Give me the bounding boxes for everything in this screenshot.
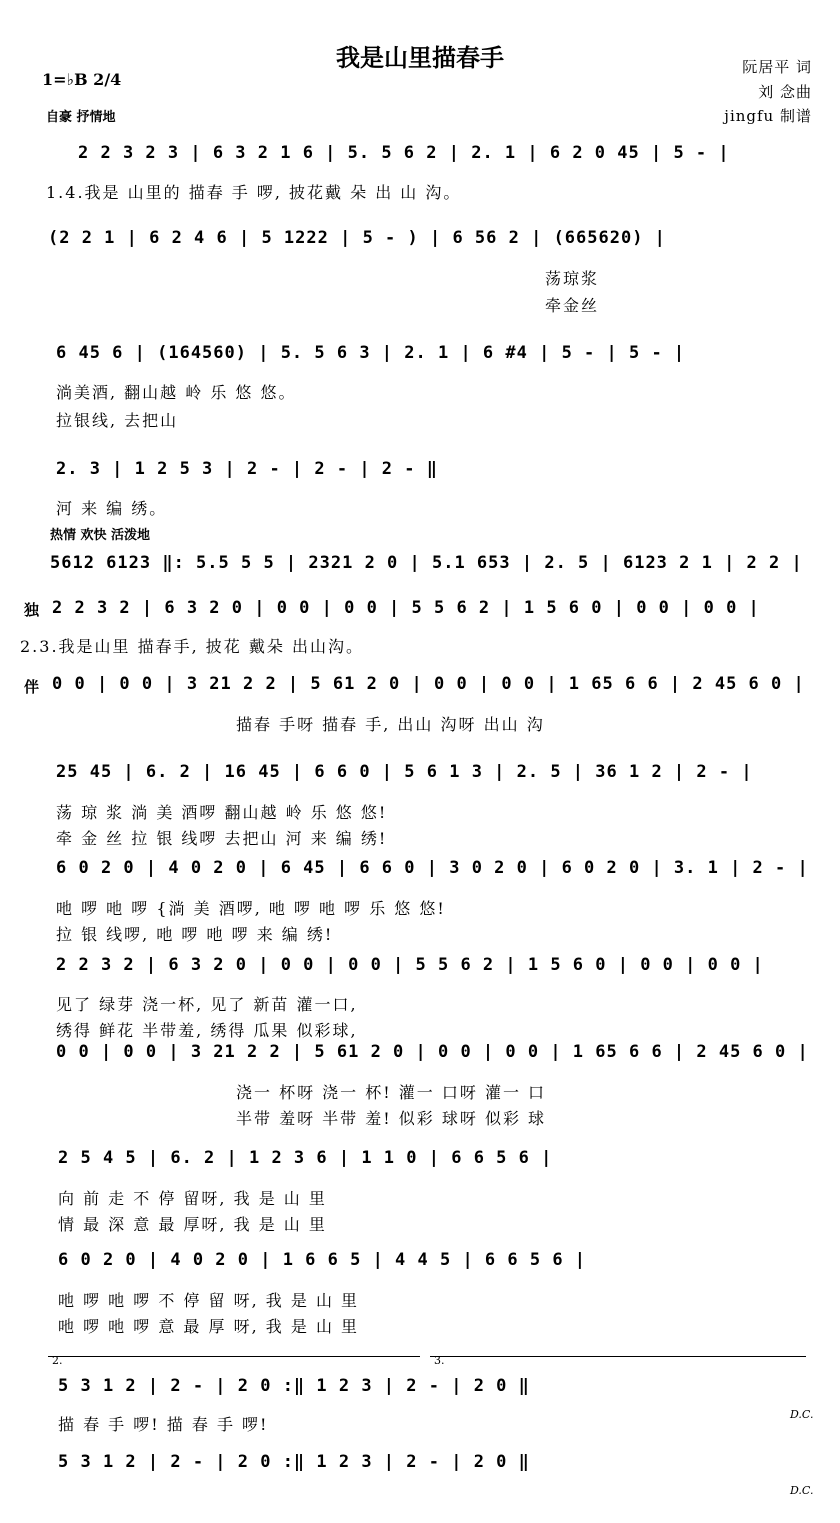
system-15-notes: 5 3 1 2 | 2 - | 2 0 :‖ 1 2 3 | 2 - | 2 0 ‖ — [58, 1452, 530, 1472]
system-3-lyric-2: 拉银线, 去把山 — [56, 411, 179, 430]
volta-label-2: 2. — [52, 1354, 63, 1367]
dc-marking-2: D.C. — [790, 1484, 814, 1497]
system-6-lyric-1: 2.3.我是山里 描春手, 披花 戴朵 出山沟。 — [20, 637, 364, 656]
system-13-notes: 6 0 2 0 | 4 0 2 0 | 1 6 6 5 | 4 4 5 | 6 6 5 6 | — [58, 1250, 587, 1270]
system-3-lyric-1: 淌美酒, 翻山越 岭 乐 悠 悠。 — [56, 383, 297, 402]
key-signature: 1=♭B 2/4 — [42, 70, 122, 89]
system-2-lyric-2: 牵金丝 — [545, 296, 600, 315]
system-8-notes: 25 45 | 6. 2 | 16 45 | 6 6 0 | 5 6 1 3 | 2. 5 | 36 1 2 | 2 - | — [56, 762, 753, 782]
system-1-lyric-1: 1.4.我是 山里的 描春 手 啰, 披花戴 朵 出 山 沟。 — [46, 183, 462, 202]
system-12-lyric-1: 向 前 走 不 停 留呀, 我 是 山 里 — [58, 1189, 327, 1208]
part-label-solo: 独 — [24, 601, 40, 619]
system-7-notes: 0 0 | 0 0 | 3 21 2 2 | 5 61 2 0 | 0 0 | 0 0 | 1 65 6 6 | 2 45 6 0 | — [52, 674, 805, 694]
system-8-lyric-2: 牵 金 丝 拉 银 线啰 去把山 河 来 编 绣! — [56, 829, 388, 848]
volta-bracket-3 — [430, 1356, 806, 1357]
system-9-notes: 6 0 2 0 | 4 0 2 0 | 6 45 | 6 6 0 | 3 0 2 0 | 6 0 2 0 | 3. 1 | 2 - | — [56, 858, 809, 878]
lyricist-credit: 阮居平 词 — [742, 58, 812, 76]
part-label-accomp: 伴 — [24, 678, 40, 696]
page-title: 我是山里描春手 — [336, 43, 504, 72]
system-10-lyric-1: 见了 绿芽 浇一杯, 见了 新苗 灌一口, — [56, 995, 358, 1014]
system-7-lyric-1: 描春 手呀 描春 手, 出山 沟呀 出山 沟 — [236, 715, 545, 734]
system-6-notes: 2 2 3 2 | 6 3 2 0 | 0 0 | 0 0 | 5 5 6 2 | 1 5 6 0 | 0 0 | 0 0 | — [52, 598, 760, 618]
system-9-lyric-1: 吔 啰 吔 啰 {淌 美 酒啰, 吔 啰 吔 啰 乐 悠 悠! — [56, 899, 446, 918]
system-3-notes: 6 45 6 | (164560) | 5. 5 6 3 | 2. 1 | 6 #4 | 5 - | 5 - | — [56, 343, 686, 363]
system-9-lyric-2: 拉 银 线啰, 吔 啰 吔 啰 来 编 绣! — [56, 925, 334, 944]
system-2-notes: (2 2 1 | 6 2 4 6 | 5 1222 | 5 - ) | 6 56 2 | (665620) | — [48, 228, 666, 248]
tempo-marking: 自豪 抒情地 — [46, 110, 116, 125]
system-14-lyric-1: 描 春 手 啰! 描 春 手 啰! — [58, 1415, 269, 1434]
system-13-lyric-2: 吔 啰 吔 啰 意 最 厚 呀, 我 是 山 里 — [58, 1317, 360, 1336]
system-5-notes: 5612 6123 ‖: 5.5 5 5 | 2321 2 0 | 5.1 653 | 2. 5 | 6123 2 1 | 2 2 | — [50, 553, 803, 573]
system-10-lyric-2: 绣得 鲜花 半带羞, 绣得 瓜果 似彩球, — [56, 1021, 358, 1040]
system-11-lyric-1: 浇一 杯呀 浇一 杯! 灌一 口呀 灌一 口 — [236, 1083, 547, 1102]
system-8-lyric-1: 荡 琼 浆 淌 美 酒啰 翻山越 岭 乐 悠 悠! — [56, 803, 388, 822]
system-14-notes: 5 3 1 2 | 2 - | 2 0 :‖ 1 2 3 | 2 - | 2 0 ‖ — [58, 1376, 530, 1396]
engraver-credit: jingfu 制谱 — [724, 107, 812, 125]
system-4-lyric-1: 河 来 编 绣。 — [56, 499, 168, 518]
volta-label-3: 3. — [434, 1354, 445, 1367]
volta-bracket-2 — [48, 1356, 420, 1357]
system-4-notes: 2. 3 | 1 2 5 3 | 2 - | 2 - | 2 - ‖ — [56, 459, 438, 479]
system-11-lyric-2: 半带 羞呀 半带 羞! 似彩 球呀 似彩 球 — [236, 1109, 547, 1128]
system-2-lyric-1: 荡琼浆 — [545, 269, 600, 288]
system-12-lyric-2: 情 最 深 意 最 厚呀, 我 是 山 里 — [58, 1215, 327, 1234]
system-12-notes: 2 5 4 5 | 6. 2 | 1 2 3 6 | 1 1 0 | 6 6 5 6 | — [58, 1148, 553, 1168]
system-1-notes: 2 2 3 2 3 | 6 3 2 1 6 | 5. 5 6 2 | 2. 1 | 6 2 0 45 | 5 - | — [78, 143, 730, 163]
dc-marking-1: D.C. — [790, 1408, 814, 1421]
composer-credit: 刘 念曲 — [758, 83, 812, 101]
system-13-lyric-1: 吔 啰 吔 啰 不 停 留 呀, 我 是 山 里 — [58, 1291, 360, 1310]
system-11-notes: 0 0 | 0 0 | 3 21 2 2 | 5 61 2 0 | 0 0 | 0 0 | 1 65 6 6 | 2 45 6 0 | — [56, 1042, 809, 1062]
system-10-notes: 2 2 3 2 | 6 3 2 0 | 0 0 | 0 0 | 5 5 6 2 | 1 5 6 0 | 0 0 | 0 0 | — [56, 955, 764, 975]
tempo-marking-2: 热情 欢快 活泼地 — [50, 528, 151, 543]
